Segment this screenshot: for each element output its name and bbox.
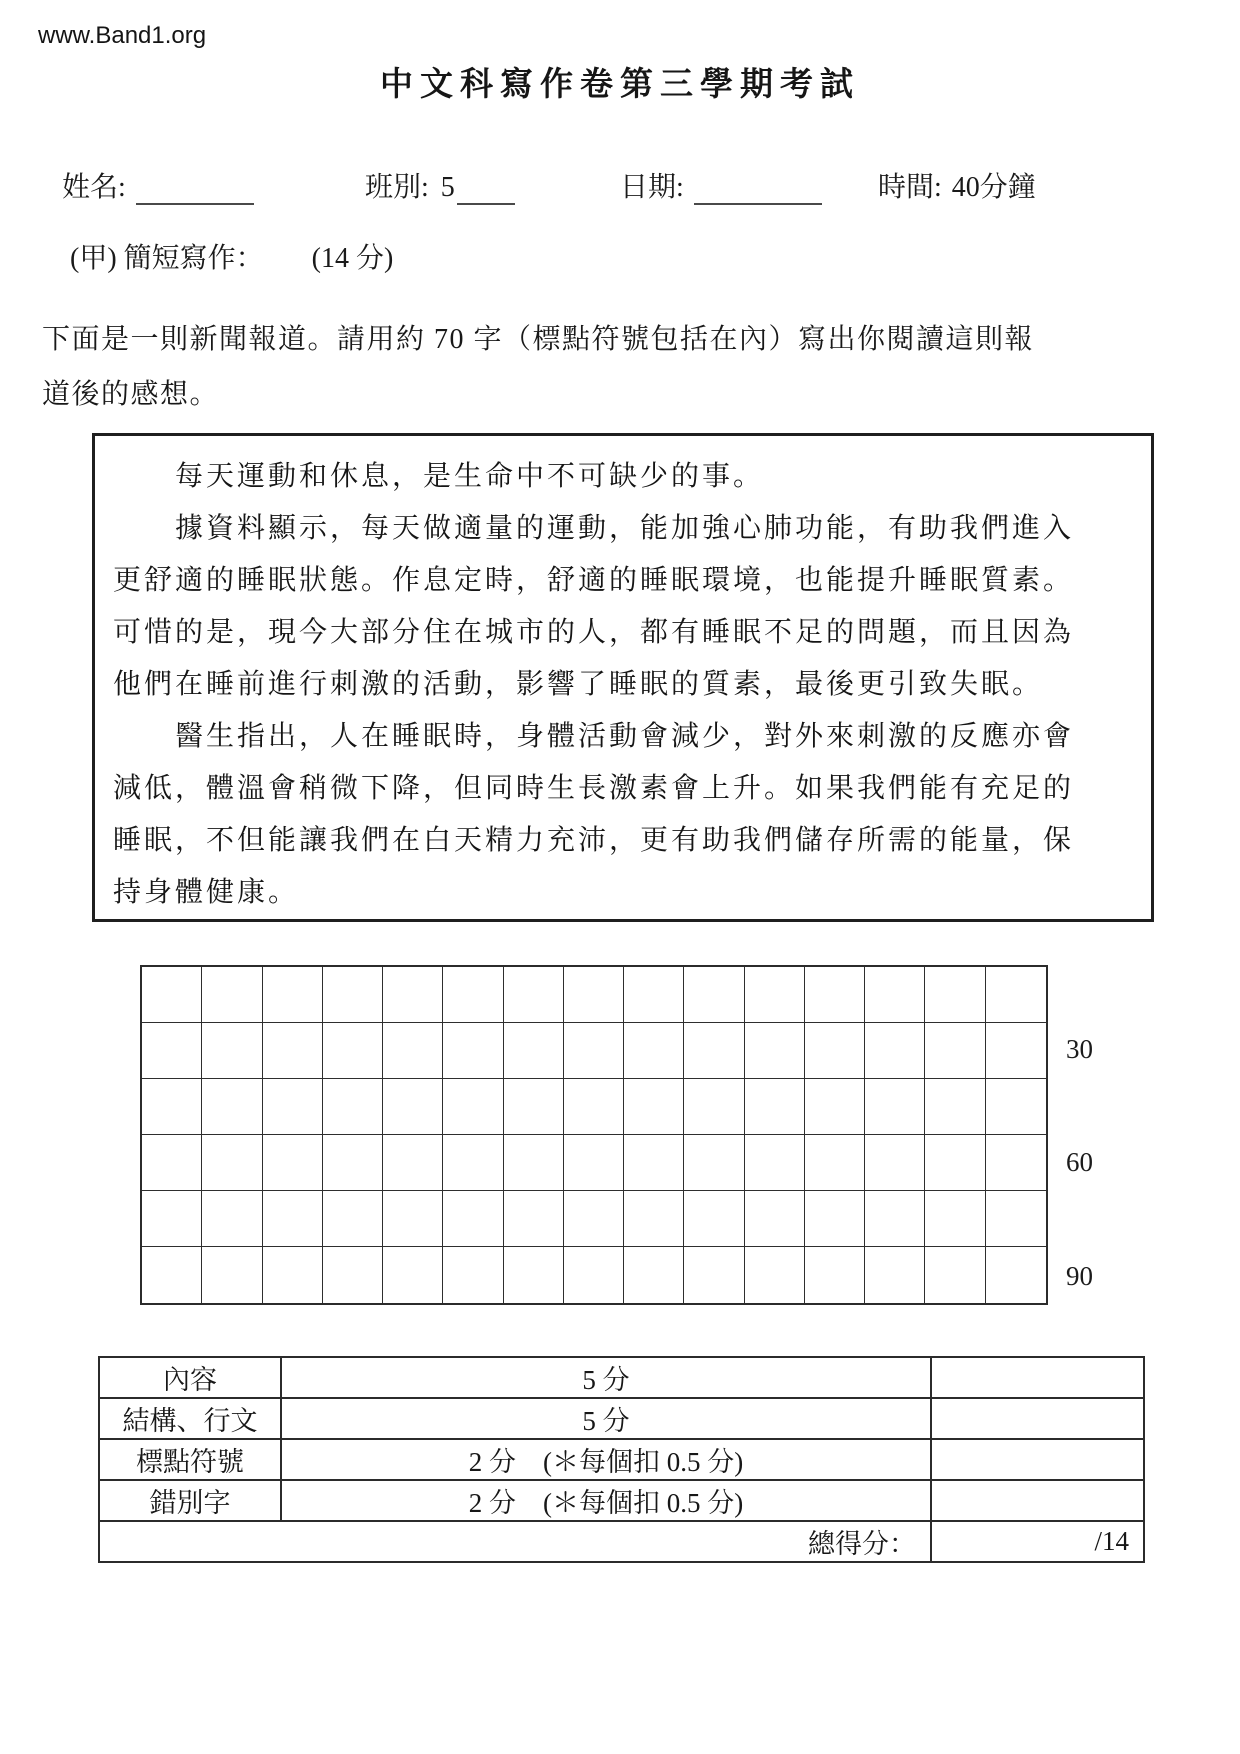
grid-cell [202, 967, 262, 1023]
class-blank-line [457, 173, 515, 205]
grid-cell [865, 967, 925, 1023]
grid-cell [263, 967, 323, 1023]
passage-line: 他們在睡前進行刺激的活動，影響了睡眠的質素，最後更引致失眠。 [113, 669, 1044, 700]
criterion-label: 內容 [99, 1357, 281, 1398]
grid-cell [202, 1191, 262, 1247]
grid-cell [142, 1135, 202, 1191]
name-blank-line [136, 173, 254, 205]
grid-cell [925, 1023, 985, 1079]
grid-cell [745, 1135, 805, 1191]
passage-line: 更舒適的睡眠狀態。作息定時，舒適的睡眠環境，也能提升睡眠質素。 [113, 565, 1075, 596]
grid-cell [684, 1247, 744, 1303]
grid-cell [504, 1247, 564, 1303]
time-field [878, 165, 1036, 205]
grid-cell [564, 1023, 624, 1079]
grid-cell [745, 1023, 805, 1079]
passage-line: 醫生指出，人在睡眠時，身體活動會減少，對外來刺激的反應亦會 [113, 721, 1075, 752]
grid-cell [504, 1191, 564, 1247]
grid-cell [986, 1023, 1046, 1079]
grid-cell [805, 1023, 865, 1079]
grid-cell [745, 1191, 805, 1247]
watermark-url: www.Band1.org [38, 22, 207, 49]
grid-cell [684, 1191, 744, 1247]
total-score-value: /14 [931, 1521, 1144, 1562]
grid-cell [443, 1135, 503, 1191]
grid-cell [805, 1135, 865, 1191]
grid-cell [624, 1135, 684, 1191]
grid-cell [564, 1247, 624, 1303]
grid-cell [323, 1023, 383, 1079]
grid-cell [263, 1135, 323, 1191]
grid-cell [263, 1247, 323, 1303]
grid-cell [805, 1079, 865, 1135]
grid-cell [142, 1247, 202, 1303]
grid-cell [805, 1247, 865, 1303]
grid-cell [986, 967, 1046, 1023]
grid-cell [684, 1135, 744, 1191]
grid-cell [323, 967, 383, 1023]
grid-cell [202, 1023, 262, 1079]
criterion-score: 2 分 (＊每個扣 0.5 分) [281, 1439, 931, 1480]
grid-cell [986, 1191, 1046, 1247]
grid-cell [443, 967, 503, 1023]
score-blank-cell [931, 1398, 1144, 1439]
grid-cell [925, 967, 985, 1023]
section-heading-row [70, 236, 393, 276]
grid-cell [564, 1079, 624, 1135]
grid-cell [865, 1247, 925, 1303]
name-field [62, 165, 254, 205]
passage-line: 可惜的是，現今大部分住在城市的人，都有睡眠不足的問題，而且因為 [113, 617, 1075, 648]
grid-cell [865, 1135, 925, 1191]
grid-cell [925, 1191, 985, 1247]
score-row-punctuation [99, 1439, 1144, 1480]
grid-cell [745, 1247, 805, 1303]
grid-counter-30: 30 [1066, 1034, 1093, 1064]
page-title: 中文科寫作卷第三學期考試 [380, 67, 860, 103]
grid-cell [443, 1191, 503, 1247]
grid-cell [925, 1079, 985, 1135]
grid-cell [443, 1079, 503, 1135]
grid-cell [142, 1191, 202, 1247]
grid-cell [202, 1247, 262, 1303]
score-row-structure [99, 1398, 1144, 1439]
grid-counter-60: 60 [1066, 1147, 1093, 1177]
grid-cell [263, 1079, 323, 1135]
passage-line: 據資料顯示，每天做適量的運動，能加強心肺功能，有助我們進入 [113, 513, 1075, 544]
grid-cell [263, 1023, 323, 1079]
section-heading: (甲) 簡短寫作： [70, 243, 264, 274]
criterion-label: 結構、行文 [99, 1398, 281, 1439]
criterion-score: 5 分 [281, 1357, 931, 1398]
class-value: 5 [440, 172, 455, 203]
grid-cell [142, 1023, 202, 1079]
grid-cell [684, 1023, 744, 1079]
criterion-score: 5 分 [281, 1398, 931, 1439]
grid-cell [865, 1079, 925, 1135]
score-row-total [99, 1521, 1144, 1562]
grid-cell [504, 967, 564, 1023]
grid-cell [383, 967, 443, 1023]
grid-cell [986, 1135, 1046, 1191]
grid-cell [564, 1135, 624, 1191]
grid-cell [805, 967, 865, 1023]
passage-line: 每天運動和休息，是生命中不可缺少的事。 [113, 461, 765, 492]
passage-line: 睡眠，不但能讓我們在白天精力充沛，更有助我們儲存所需的能量，保 [113, 825, 1075, 856]
grid-cell [865, 1023, 925, 1079]
date-label: 日期: [620, 172, 684, 203]
total-score-label: 總得分： [99, 1521, 931, 1562]
grid-cell [323, 1079, 383, 1135]
grid-cell [925, 1135, 985, 1191]
grid-cell [624, 1079, 684, 1135]
date-blank-line [694, 173, 822, 205]
news-passage-box [92, 433, 1154, 922]
grid-cell [504, 1023, 564, 1079]
grid-cell [383, 1191, 443, 1247]
grid-cell [202, 1079, 262, 1135]
grid-cell [684, 967, 744, 1023]
grid-cell [323, 1247, 383, 1303]
score-row-content [99, 1357, 1144, 1398]
date-field [620, 165, 822, 205]
score-table [98, 1356, 1145, 1563]
grid-cell [142, 967, 202, 1023]
grid-cell [624, 1247, 684, 1303]
grid-cell [624, 1191, 684, 1247]
instructions-line-1: 下面是一則新聞報道。請用約 70 字（標點符號包括在內）寫出你閱讀這則報 [42, 324, 1035, 355]
grid-cell [745, 967, 805, 1023]
grid-cell [383, 1247, 443, 1303]
time-label: 時間: [878, 172, 942, 203]
grid-cell [202, 1135, 262, 1191]
score-blank-cell [931, 1439, 1144, 1480]
grid-cell [564, 1191, 624, 1247]
grid-cell [624, 1023, 684, 1079]
grid-cell [383, 1079, 443, 1135]
grid-cell [443, 1023, 503, 1079]
score-blank-cell [931, 1480, 1144, 1521]
grid-cell [986, 1247, 1046, 1303]
time-value: 40分鐘 [951, 172, 1036, 203]
grid-cell [805, 1191, 865, 1247]
writing-grid [140, 965, 1048, 1305]
grid-cell [986, 1079, 1046, 1135]
grid-cell [684, 1079, 744, 1135]
grid-cell [323, 1191, 383, 1247]
instructions-line-2: 道後的感想。 [42, 379, 220, 410]
passage-line: 持身體健康。 [113, 877, 300, 908]
grid-cell [263, 1191, 323, 1247]
grid-cell [745, 1079, 805, 1135]
grid-cell [383, 1023, 443, 1079]
grid-counter-90: 90 [1066, 1261, 1093, 1291]
grid-cell [443, 1247, 503, 1303]
class-field [365, 165, 515, 205]
criterion-score: 2 分 (＊每個扣 0.5 分) [281, 1480, 931, 1521]
grid-cell [383, 1135, 443, 1191]
grid-cell [504, 1135, 564, 1191]
section-marks: (14 分) [311, 243, 394, 274]
grid-cell [504, 1079, 564, 1135]
score-row-typos [99, 1480, 1144, 1521]
grid-cell [142, 1079, 202, 1135]
grid-cell [624, 967, 684, 1023]
instructions [42, 312, 1177, 422]
passage-line: 減低，體溫會稍微下降，但同時生長激素會上升。如果我們能有充足的 [113, 773, 1075, 804]
grid-cell [865, 1191, 925, 1247]
grid-cell [564, 967, 624, 1023]
score-blank-cell [931, 1357, 1144, 1398]
grid-cell [323, 1135, 383, 1191]
grid-cell [925, 1247, 985, 1303]
class-label: 班別: [365, 172, 429, 203]
name-label: 姓名: [62, 172, 126, 203]
criterion-label: 錯別字 [99, 1480, 281, 1521]
criterion-label: 標點符號 [99, 1439, 281, 1480]
student-info-row [0, 165, 1240, 213]
